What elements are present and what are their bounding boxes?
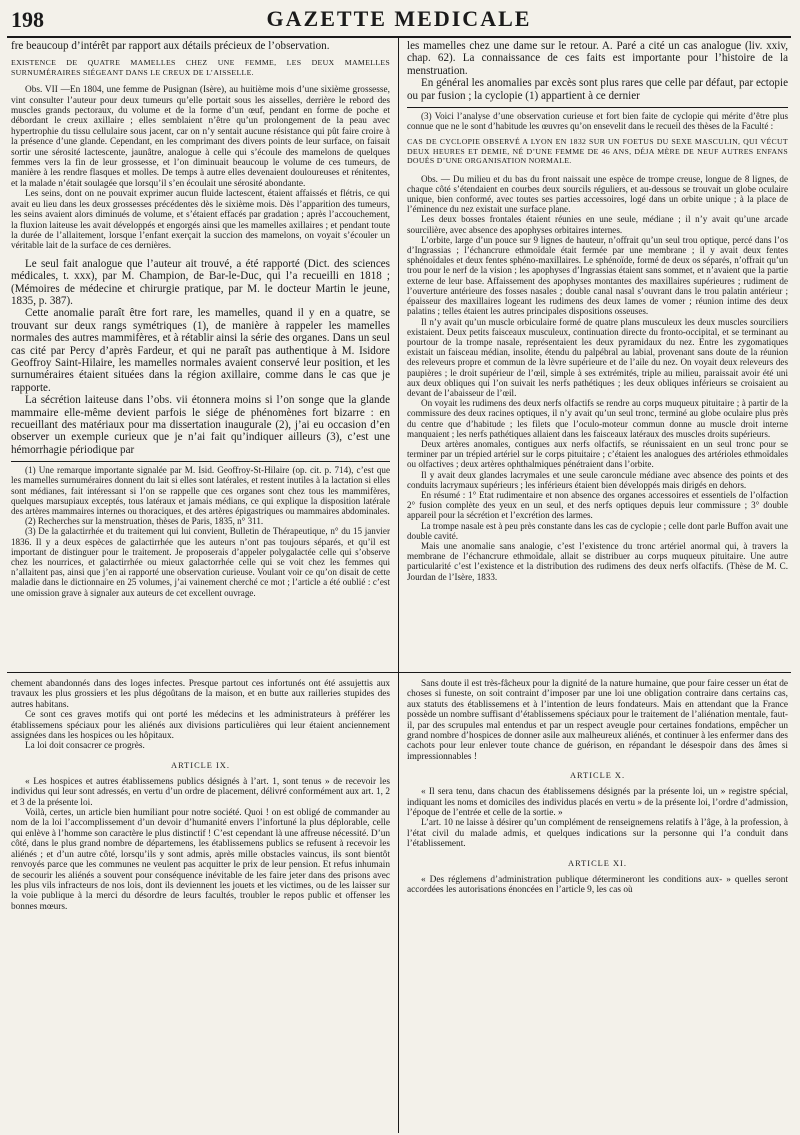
footnote-divider <box>11 461 390 462</box>
continuation-text: les mamelles chez une dame sur le retour. A. Paré a cité un cas analogue (liv. xxiv, chap. 62). La connaissance de ces faits est importante pour l’histoire de la menstruation. <box>407 40 788 77</box>
footnote-divider <box>407 107 788 108</box>
case-paragraph: Il n’y avait qu’un muscle orbiculaire formé de quatre plans musculeux les deux muscles sourciliers existaient. Deux petits faisceaux musculeux, continuation directe du fronto-occipital, et se terminant au pourtour de la trompe nasale, représentaient les deux pyramidaux du nez. Entre les zygomatiques existait un faisceau médian, insolite, étendu du palpébral au labial, provenant sans doute de la réunion des releveurs propre et commun de la lèvre supérieure et de l’aile du nez. On voyait deux releveurs des paupières ; le droit supérieur de l’œil, simple à ses extrémités, triple au milieu, paraissait avoir été uni aux deux obliques qui l’on suivait les nerfs pathétiques ; les deux obliques inférieurs se croisaient au devant de l’abaisseur de l’œil. <box>407 316 788 398</box>
article-heading: ARTICLE X. <box>569 771 626 781</box>
observation-paragraph: Les seins, dont on ne pouvait exprimer aucun fluide lactescent, étaient affaissés et flétris, ce qui avait eu lieu dans les deux grossesses précédentes dès le sixième mois. Dès l’apparition des tumeurs, les seins avaient alors diminués de volume, et s’étaient effacés par gradation ; après l’accouchement, la fluxion laiteuse les avait développés et engorgés ainsi que les mamelles axillaires ; et pendant toute la durée de l’allaitement, lorsque l’enfant exerçait la succion des mamelons, on voyait s’écouler un véritable lait de la surface de ces dernières. <box>11 189 390 252</box>
case-title: CAS DE CYCLOPIE OBSERVÉ A LYON EN 1832 SUR UN FOETUS DU SEXE MASCULIN, QUI VÉCUT DEUX HEURES ET DEMIE, NÉ D’UNE FEMME DE 46 ANS, DÉJA MÈRE DE NEUF AUTRES ENFANS DOUÉS D’UNE ORGANISATION NORMALE. <box>407 137 788 166</box>
case-paragraph: Les deux bosses frontales étaient réunies en une seule, médiane ; il n’y avait qu’une arcade sourcilière, avec absence des apophyses orbitaires internes. <box>407 214 788 235</box>
article-heading: ARTICLE IX. <box>171 760 230 770</box>
case-paragraph: L’orbite, large d’un pouce sur 9 lignes de hauteur, n’offrait qu’un seul trou optique, percé dans l’os d’Ingrassias ; l’échancrure ethmoïdale était fermée par une membrane ; il y avait deux fentes sphénoïdales et deux fentes sphéno-maxillaires. Le sphénoïde, formé de deux os séparés, n’offrait qu’un trou pour le nerf de la vision ; les apophyses d’Ingrassias étaient sans sommet, et n’avaient que la partie externe de leur base. Affaissement des apophyses montantes des maxillaires supérieures ; rudiment de l’ouverture antérieure des fosses nasales ; double canal nasal s’ouvrant dans le trou palatin antérieur ; épaisseur des maxillaires logeant les rudimens des deux lames de vomer ; réunion intime des deux palatins ; telles étaient les autres principales dispositions osseuses. <box>407 234 788 317</box>
observation-paragraph: Obs. VII —En 1804, une femme de Pusignan (Isère), au huitième mois d’une sixième grossesse, vint consulter l’auteur pour deux tumeurs qu’elle portait sous les aisselles, derrière le rebord des muscles grands pectoraux, du volume et de la forme d’un œuf, pendant en forme de poche et débordant le creux axillaire ; elles semblaient n’être qu’un prolongement de la peau avec hypertrophie du tissu cellulaire sous jacent, car on n’y sentait aucune résistance qui pût faire croire à la présence d’une glande. Cependant, en les comprimant des divers points de leur surface, on faisait sortir une sérosité lactescente, jaunâtre, analogue à celle qui s’écoule des mamelons de quelques femmes vers la fin de leur grossesse, et l’on diminuait beaucoup le volume de ces tumeurs, de manière à les rendre flasques et molles. De temps à autre elles devenaient douloureuses et rénitentes, et la malade n’était soulagée que lorsqu’il s’en écoulait une sérosité abondante. <box>11 85 390 189</box>
body-paragraph: L’art. 10 ne laisse à désirer qu’un complément de renseignemens relatifs à l’âge, à la profession, à l’état civil du malade admis, et quelques indications sur la personne qui l’a conduit dans l’établissement. <box>407 818 788 850</box>
upper-left-column <box>7 38 399 672</box>
lower-right-column <box>399 673 791 1133</box>
body-paragraph: Le seul fait analogue que l’auteur ait trouvé, a été rapporté (Dict. des sciences médicales, t. xxx), par M. Champion, de Bar-le-Duc, qui l’a recueilli en 1818 ; (Mémoires de médecine et chirurgie pratique, par M. le docteur Martin le jeune, 1835, p. 387). <box>11 257 390 307</box>
lower-section <box>7 673 791 1133</box>
body-paragraph: chement abandonnés dans des loges infectes. Presque partout ces infortunés ont été assujettis aux travaux les plus grossiers et les plus dégoûtans de la maison, et en butte aux railleries stupides des autres habitans. <box>11 679 390 710</box>
case-paragraph: Obs. — Du milieu et du bas du front naissait une espèce de trompe creuse, longue de 8 lignes, de chaque côté s’étendaient en courbes deux sourcils réguliers, et au-dessous se trouvait un globe oculaire unique, bien conformé, avec toutes ses parties accessoires, logé dans un orbite unique ; à la place de l’éminence du nez existait une surface plane. <box>407 173 788 215</box>
lower-left-column <box>7 673 399 1133</box>
body-paragraph: Cette anomalie paraît être fort rare, les mamelles, quand il y en a quatre, se trouvant sur deux rangs symétriques (1), de manière à rappeler les mamelles normales des autres mammifères, et à rétablir ainsi la série des organes. Dans un seul cas cité par Percy d’après Fardeur, et qui ne paraît pas authentique à M. Isidore Geoffroy Saint-Hilaire, les mamelles normales avaient conservé leur position, et les surnuméraires étaient situées dans la région axillaire, comme dans le cas que je rapporte. <box>11 307 390 394</box>
case-paragraph: La trompe nasale est à peu près constante dans les cas de cyclopie ; celle dont parle Buffon avait une double cavité. <box>407 520 788 541</box>
body-paragraph: Sans doute il est très-fâcheux pour la dignité de la nature humaine, que pour faire cesser un état de choses si funeste, on soit contraint d’imposer par une loi une obligation contraire dans certains cas, aux statuts des établissemens et à l’intention de leurs fondateurs. Mais en attendant que la France possède un nombre suffisant d’établissemens spéciaux pour le traitement de l’aliénation mentale, faut-il, par des scrupules mal entendus et par un respect aveugle pour certaines fondations, empêcher un grand nombre d’hospices de donner asile aux malheureux aliénés, et continuer à les enfermer dans des cachots pour leur enlever toute chance de guérison, en répandant le désespoir dans des âmes si impressionnables ! <box>407 679 788 762</box>
footnote: (1) Une remarque importante signalée par M. Isid. Geoffroy-St-Hilaire (op. cit. p. 714), c’est que les mamelles surnuméraires donnent du lait si elles sont latérales, et restent inutiles à la lactation si elles sont médianes, fait intéressant si l’on se rappelle que ces organes sont chez tous les mammifères, quelques marsupiaux exceptés, tous latéraux et jamais médians, ce qui explique la disposition latérale des artères mammaires internes ou thoraciques, et des artères épigastriques ou mammaires abdominales. <box>11 465 390 517</box>
body-paragraph: Ce sont ces graves motifs qui ont porté les médecins et les administrateurs à préférer les établissemens spéciaux pour les aliénés aux divisions particulières qui leur étaient anciennement assignées dans les hospices ou les hôpitaux. <box>11 710 390 742</box>
case-paragraph: Deux artères anomales, contigues aux nerfs olfactifs, se réunissaient en un seul tronc pour se terminer par un trépied artériel sur le corps pituitaire ; c’étaient les analogues des artérioles ethmoïdales ou olfactives ; deux artères ophthalmiques pénétraient dans l’orbite. <box>407 438 788 470</box>
upper-section <box>7 38 791 673</box>
section-title: EXISTENCE DE QUATRE MAMELLES CHEZ UNE FEMME, LES DEUX MAMELLES SURNUMÉRAIRES SIÉGEANT DANS LE CREUX DE L’AISSELLE. <box>11 58 390 77</box>
footnote: (3) De la galactirrhée et du traitement qui lui convient, Bulletin de Thérapeutique, n° du 15 janvier 1836. Il y a deux espèces de galactirrhée que les auteurs n’ont pas toujours séparés, et qu’il est important de distinguer pour le traitement. Je proposerais d’appeler polygalactée celle qui s’observe chez les nourrices, et galactirrhée ou mieux galactorrhée celle qui se voit chez les femmes qui n’allaitent pas, ainsi que j’en ai rapporté une observation curieuse. Voulant voir ce qu’on disait de cette maladie dans le dictionnaire en 25 volumes, j’ai vainement cherché ce mot ; l’article a été oublié : c’est une omission grave à signaler aux auteurs de cet excellent ouvrage. <box>11 526 390 598</box>
page-number: 198 <box>11 7 44 32</box>
law-quote: « Des réglemens d’administration publique détermineront les conditions aux- » quelles seront accordées les autorisations énoncées en l’article 9, les cas où <box>407 874 788 896</box>
body-paragraph: La loi doit consacrer ce progrès. <box>25 741 145 752</box>
footnote-intro: (3) Voici l’analyse d’une observation curieuse et fort bien faite de cyclopie qui mérite d’être plus connue que ne le sont d’habitude les œuvres qu’on ensevelit dans le recueil des thèses de la Faculté : <box>407 111 788 132</box>
masthead-title: GAZETTE MEDICALE <box>266 6 532 31</box>
case-paragraph: On voyait les rudimens des deux nerfs olfactifs se rendre au corps muqueux pituitaire ; à partir de la commissure des deux racines optiques, il n’y avait qu’un seul tronc, terminé au globe oculaire plus près du centre que d’habitude ; les filets que l’oculo-moteur commun donne au muscle droit interne manquaient ; les nerfs pathétiques allaient dans les faisceaux latéraux des muscles droits supérieurs. <box>407 398 788 439</box>
law-quote: « Il sera tenu, dans chacun des établissemens désignés par la présente loi, un » registre spécial, indiquant les noms et domiciles des individus placés en vertu » de la présente loi, l’ordre d’admission, l’époque de l’entrée et celle de la sortie. » <box>407 787 788 819</box>
continuation-text: fre beaucoup d’intérêt par rapport aux détails précieux de l’observation. <box>11 40 330 52</box>
upper-right-column <box>399 38 791 672</box>
body-paragraph: En général les anomalies par excès sont plus rares que celle par défaut, par ectopie ou par fusion ; la cyclopie (1) appartient à ce dernier <box>407 77 788 102</box>
case-paragraph: Il y avait deux glandes lacrymales et une seule caroncule médiane avec absence des points et des conduits lacrymaux supérieurs ; les inférieurs étaient bien développés mais dirigés en dehors. <box>407 469 788 490</box>
law-quote: « Les hospices et autres établissemens publics désignés à l’art. 1, sont tenus » de recevoir les individus qui leur sont adressés, en vertu d’un ordre de placement, délivré conformément aux art. 1, 2 et 3 de la présente loi. <box>11 776 390 808</box>
footnote: (2) Recherches sur la menstruation, thèses de Paris, 1835, n° 311. <box>25 516 264 527</box>
body-paragraph: La sécrétion laiteuse dans l’obs. vii étonnera moins si l’on songe que la glande mammaire elle-même devient parfois le siége de phénomènes fort bizarre : en recueillant des matériaux pour ma dissertation inaugurale (2), j’ai eu occasion d’en observer un exemple curieux que je n’ai fait qu’indiquer ailleurs (3), c’est une hémorrhagie périodique par <box>11 394 390 456</box>
article-heading: ARTICLE XI. <box>568 858 627 868</box>
case-paragraph: Mais une anomalie sans analogie, c’est l’existence du tronc artériel anormal qui, à travers la membrane de l’échancrure ethmoïdale, allait se distribuer au corps muqueux pituitaire. Une autre particularité c’est l’existence et la distribution des rudimens des deux nerfs olfactifs. (Thèse de M. C. Jourdan de l’Isère, 1833. <box>407 540 788 582</box>
page-header <box>7 4 791 38</box>
case-paragraphs <box>407 174 788 582</box>
body-paragraph: Voilà, certes, un article bien humiliant pour notre société. Quoi ! on est obligé de commander au nom de la loi l’accomplissement d’un devoir d’humanité envers l’infortuné la plus déplorable, celle qui enlève à l’homme son caractère le plus distinctif ! C’est cependant là une affreuse nécessité. D’un côté, dans le plus grand nombre de départemens, les établissemens publics se refusent à recevoir les aliénés ; et d’un autre côté, lorsqu’ils y sont admis, après mille obstacles vaincus, ils sont bientôt renvoyés parce que les communes ne veulent pas acquitter le prix de leur pension. Et refus inhumain de secourir les aliénés a souvent pour conséquence inévitable de les faire jeter dans des prisons avec les plus vils infracteurs de nos lois, dont ils deviennent les jouets et les victimes, ou de les laisser sur la voie publique à la merci du désordre de leurs facultés, troubler le repos public et offenser les bonnes mœurs. <box>11 808 390 912</box>
case-paragraph: En résumé : 1° Etat rudimentaire et non absence des organes accessoires et essentiels de l’olfaction 2° fusion complète des yeux en un seul, et des nerfs optiques depuis leur commissure ; 3° double appareil pour la sécrétion et l’excrétion des larmes. <box>407 489 788 521</box>
